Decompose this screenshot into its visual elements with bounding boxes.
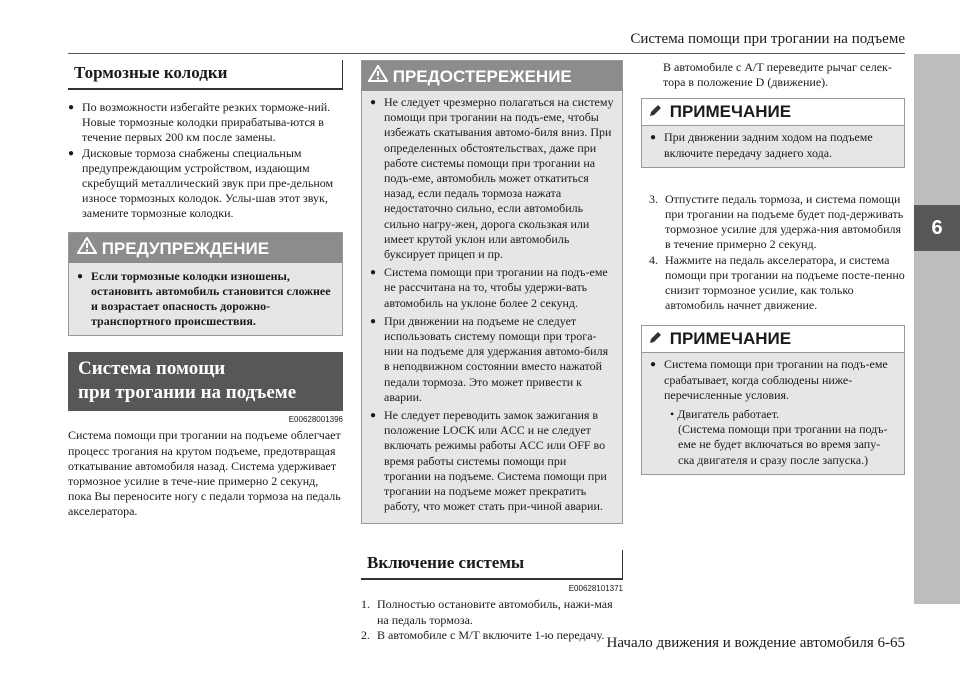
activation-heading: Включение системы [361, 550, 623, 580]
step-number: 1. [361, 597, 370, 612]
caution-text: При движении на подъеме не следует использовать систему помощи при трога-нии на подъеме для удержания автомо-биля в неподвижном состоянии вместо нажатой педали тормоза. Это может привести к аварии. [384, 313, 609, 404]
footer-page-label: Начало движения и вождение автомобиля 6-65 [606, 635, 905, 651]
warning-box [68, 232, 343, 337]
caution-item [370, 408, 614, 514]
step-item [649, 192, 905, 253]
warning-header [69, 233, 342, 263]
step-text: В автомобиле с М/Т включите 1-ю передачу. [377, 627, 605, 642]
caution-title: ПРЕДОСТЕРЕЖЕНИЕ [392, 67, 572, 86]
hill-start-title-line: Система помощи [78, 358, 226, 380]
step-text: Полностью остановите автомобиль, нажи-мая на педаль тормоза. [377, 597, 613, 627]
brake-pads-heading: Тормозные колодки [68, 60, 343, 90]
step-number: 3. [649, 191, 658, 206]
caution-item [370, 265, 614, 311]
caution-header [362, 61, 622, 91]
section-code: E00628001396 [288, 415, 343, 425]
note-item [650, 357, 896, 403]
section-code: E00628101371 [568, 584, 623, 594]
warning-title: ПРЕДУПРЕЖДЕНИЕ [101, 238, 270, 258]
bullet-item [68, 146, 343, 222]
pencil-icon [648, 103, 662, 117]
warning-triangle-icon [368, 67, 393, 86]
step-text: Нажмите на педаль акселератора, и система помощи при трогании на подъеме посте-пенно снизит тормозное усилие, как только автомобиль начнет движение. [665, 252, 905, 313]
note-text: При движении задним ходом на подъеме включите передачу заднего хода. [664, 130, 873, 160]
side-tab [914, 54, 960, 604]
bullet-item [68, 100, 343, 115]
note-body [642, 353, 904, 473]
step-number: 2. [361, 627, 370, 642]
chapter-number-tab: 6 [914, 205, 960, 251]
column-2 [361, 60, 623, 643]
note-box [641, 325, 905, 474]
step-item [361, 597, 623, 627]
warning-text: Если тормозные колодки изношены, остановить автомобиль становится сложнее и возрастает опасность дорожно-транспортного происшествия. [91, 268, 331, 329]
step-number: 4. [649, 252, 658, 267]
pencil-icon [648, 330, 662, 344]
caution-item [370, 314, 614, 405]
caution-box [361, 60, 623, 524]
header-title: Система помощи при трогании на подъеме [630, 31, 905, 47]
caution-text: Не следует чрезмерно полагаться на систему помощи при трогании на подъ-еме, чтобы избежать скатывания автомо-биля вниз. При определенных обстоятельствах, даже при работе системы помощи при трогании на подъ-еме, автомобиль может откатиться назад, если педаль тормоза нажата недостаточно сильно, если автомобиль сильно нагру-жен, дорога скользкая или имеет крутой уклон или автомобиль буксирует прицеп и пр. [384, 95, 614, 262]
bullet-text: По возможности избегайте резких торможе-ний. [82, 100, 331, 114]
warning-body [69, 263, 342, 336]
note-text: Система помощи при трогании на подъ-еме срабатывает, когда соблюдены ниже-перечисленные условия. [664, 357, 888, 402]
step-item [649, 253, 905, 314]
note-subitem: • Двигатель работает. [670, 407, 780, 422]
hill-start-title-line: при трогании на подъеме [78, 382, 297, 404]
header-rule [68, 53, 905, 54]
note-item [650, 130, 896, 160]
caution-text: Система помощи при трогании на подъ-еме не рассчитана на то, чтобы удержи-вать автомобиль на уклоне более 2 секунд. [384, 265, 608, 310]
note-subitem-detail: (Система помощи при трогании на подъ-еме не будет включаться во время запу-ска двигателя и сразу после запуска.) [678, 422, 888, 467]
warning-item [77, 269, 334, 330]
column-1 [68, 60, 343, 520]
step-item [361, 628, 623, 643]
hill-start-title [68, 352, 343, 411]
note-title: ПРИМЕЧАНИЕ [669, 102, 792, 122]
caution-body [362, 91, 622, 523]
note-header [642, 326, 904, 353]
column-3 [641, 60, 905, 475]
steps-list [641, 192, 905, 314]
bullet-continuation: Новые тормозные колодки прирабатыва-ются в течение первых 200 км после замены. [82, 115, 324, 145]
note-header [642, 99, 904, 126]
bullet-text: Дисковые тормоза снабжены специальным предупреждающим устройством, издающим скребущий металлический звук при пре-дельном износе тормозных колодок. Услы-шав этот звук, замените тормозные колодки. [82, 145, 334, 221]
note-box [641, 98, 905, 167]
at-paragraph: В автомобиле с А/Т переведите рычаг селек-тора в положение D (движение). [663, 60, 892, 90]
step-text: Отпустите педаль тормоза, и система помощи при трогании на подъеме будет под-держивать тормозное усилие для удержа-ния автомобиля в течение примерно 2 секунд. [665, 191, 904, 252]
intro-paragraph: Система помощи при трогании на подъеме облегчает процесс трогания на крутом подъеме, предотвращая откатывание автомобиля назад. Система удерживает тормозное усилие в тече-ние примерно 2 секунд, пока Вы переносите ногу с педали тормоза на педаль акселератора. [68, 428, 341, 519]
note-body [642, 126, 904, 166]
warning-triangle-icon [77, 237, 97, 259]
caution-text: Не следует переводить замок зажигания в положение LOCK или ACC и не следует включать режимы работы ACC или OFF во время работы системы помощи при трогании на подъеме. Система помощи при трогании на подъеме может прекратить работу, что может стать при-чиной аварии. [384, 408, 607, 514]
caution-item [370, 95, 614, 262]
note-title: ПРИМЕЧАНИЕ [669, 329, 792, 349]
